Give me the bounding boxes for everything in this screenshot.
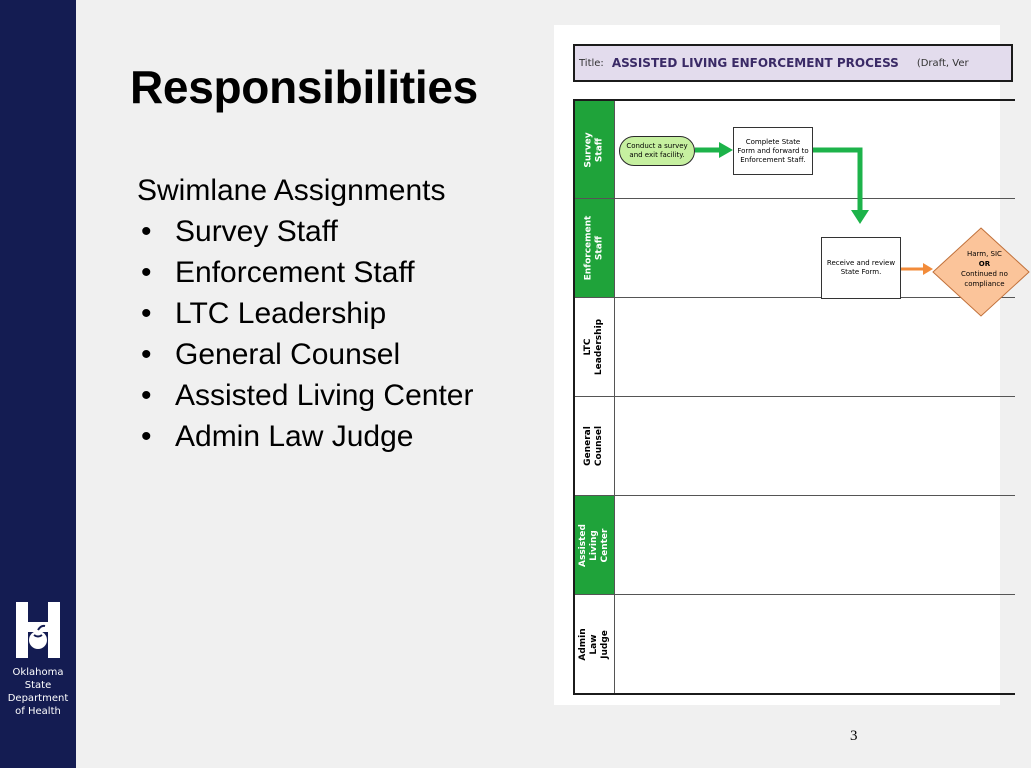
slide-content bbox=[137, 170, 473, 457]
decision-line: Harm, SIC bbox=[966, 250, 1002, 258]
logo-line: of Health bbox=[15, 706, 61, 717]
lane-label-text: LTC Leadership bbox=[583, 318, 605, 376]
bullet-dot: • bbox=[141, 379, 152, 412]
review-form-box bbox=[821, 237, 901, 299]
lane-label-text: General Counsel bbox=[583, 425, 605, 467]
bullet-text: General Counsel bbox=[175, 338, 401, 371]
subheading: Swimlane Assignments bbox=[137, 174, 446, 207]
start-node bbox=[619, 136, 695, 166]
bullet-dot: • bbox=[141, 338, 152, 371]
complete-form-text: Complete State Form and forward to Enforcement Staff. bbox=[737, 137, 809, 164]
bullet-item bbox=[137, 334, 473, 375]
lane-general-counsel bbox=[575, 396, 1015, 495]
lane-label bbox=[575, 496, 615, 594]
decision-node bbox=[931, 226, 1031, 318]
arrowhead bbox=[719, 142, 733, 158]
bullet-text: Admin Law Judge bbox=[175, 420, 414, 453]
lane-assisted-living-center bbox=[575, 495, 1015, 594]
bullet-text: Survey Staff bbox=[175, 215, 338, 248]
bullet-item bbox=[137, 293, 473, 334]
bullet-item bbox=[137, 416, 473, 457]
decision-text bbox=[961, 249, 1008, 289]
decision-line: compliance bbox=[964, 280, 1005, 288]
bullet-dot: • bbox=[141, 297, 152, 330]
diagram-title-label: Title: bbox=[579, 57, 604, 69]
diagram-title: ASSISTED LIVING ENFORCEMENT PROCESS bbox=[611, 56, 899, 70]
arrow-form-to-review bbox=[808, 150, 860, 212]
bullet-text: Enforcement Staff bbox=[175, 256, 415, 289]
bullet-text: Assisted Living Center bbox=[175, 379, 474, 412]
bullet-text: LTC Leadership bbox=[175, 297, 387, 330]
diagram-title-suffix: (Draft, Ver bbox=[916, 57, 969, 69]
bullet-dot: • bbox=[141, 256, 152, 289]
start-node-text: Conduct a survey and exit facility. bbox=[626, 142, 688, 159]
lane-label-text: Survey Staff bbox=[583, 131, 605, 168]
h-apple-icon bbox=[14, 600, 62, 660]
arrowhead bbox=[851, 210, 869, 224]
bullet-dot: • bbox=[141, 420, 152, 453]
decision-line: OR bbox=[978, 260, 991, 268]
agency-logo bbox=[0, 600, 76, 718]
complete-form-box bbox=[733, 127, 813, 175]
sidebar bbox=[0, 0, 76, 768]
diagram-frame bbox=[573, 44, 1013, 686]
lane-label-text: Enforcement Staff bbox=[583, 215, 605, 281]
decision-line: Continued no bbox=[961, 270, 1008, 278]
logo-text bbox=[0, 666, 76, 718]
bullet-item bbox=[137, 375, 473, 416]
bullet-list bbox=[137, 211, 473, 457]
lane-label-text: Admin Law Judge bbox=[578, 627, 610, 661]
slide-title: Responsibilities bbox=[130, 61, 478, 113]
swimlane-diagram bbox=[554, 25, 1008, 705]
lane-label bbox=[575, 595, 615, 693]
lane-admin-law-judge bbox=[575, 594, 1015, 693]
lane-label bbox=[575, 397, 615, 495]
bullet-dot: • bbox=[141, 215, 152, 248]
review-form-text: Receive and review State Form. bbox=[826, 259, 896, 276]
bullet-item bbox=[137, 211, 473, 252]
logo-line: State bbox=[24, 680, 52, 691]
bullet-item bbox=[137, 252, 473, 293]
logo-line: Department bbox=[7, 693, 69, 704]
page-number: 3 bbox=[850, 728, 858, 744]
lane-label-text: Assisted Living Center bbox=[578, 523, 611, 567]
logo-line: Oklahoma bbox=[12, 667, 64, 678]
